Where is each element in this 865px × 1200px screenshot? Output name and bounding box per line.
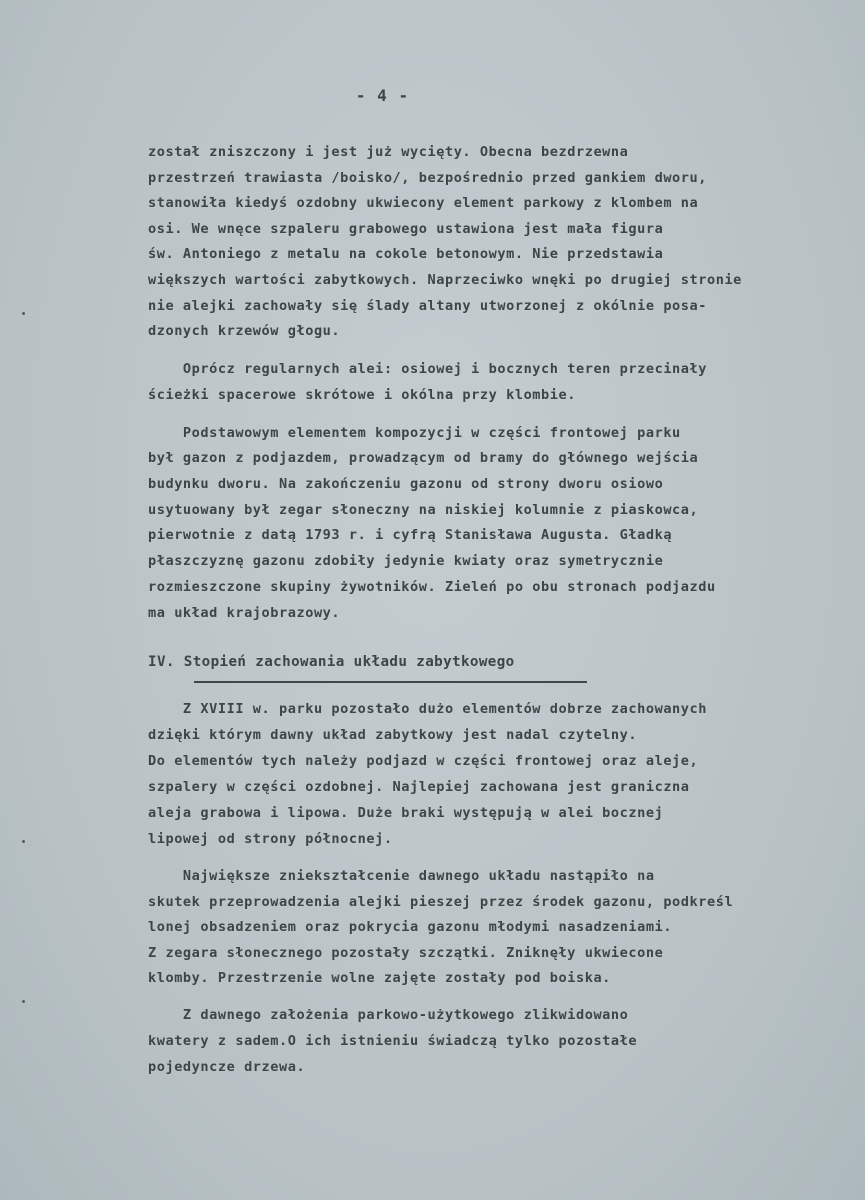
text-line: ma układ krajobrazowy. — [148, 605, 341, 621]
text-line: pierwotnie z datą 1793 r. i cyfrą Stanisława Augusta. Gładką — [148, 527, 673, 543]
text-line: aleja grabowa i lipowa. Duże braki występują w alei bocznej — [148, 805, 664, 821]
text-line: kwatery z sadem.O ich istnieniu świadczą tylko pozostałe — [148, 1033, 638, 1049]
text-line: szpalery w części ozdobnej. Najlepiej zachowana jest graniczna — [148, 779, 690, 795]
text-line: został zniszczony i jest już wycięty. Obecna bezdrzewna — [148, 144, 629, 160]
text-line: św. Antoniego z metalu na cokole betonowym. Nie przedstawia — [148, 246, 664, 262]
text-line: usytuowany był zegar słoneczny na niskiej kolumnie z piaskowca, — [148, 502, 699, 518]
margin-mark — [22, 312, 25, 315]
page-number: - 4 - — [355, 86, 410, 105]
section-heading: IV. Stopień zachowania układu zabytkowego — [148, 654, 515, 670]
text-line: stanowiła kiedyś ozdobny ukwiecony element parkowy z klombem na — [148, 195, 699, 211]
text-line: Do elementów tych należy podjazd w części frontowej oraz aleje, — [148, 753, 699, 769]
text-line: Największe zniekształcenie dawnego układu nastąpiło na — [148, 868, 655, 884]
text-line: Z dawnego założenia parkowo-użytkowego zlikwidowano — [148, 1007, 629, 1023]
text-line: większych wartości zabytkowych. Naprzeciwko wnęki po drugiej stronie — [148, 272, 742, 288]
text-line: Z XVIII w. parku pozostało dużo elementów dobrze zachowanych — [148, 701, 707, 717]
text-line: Z zegara słonecznego pozostały szczątki. Zniknęły ukwiecone — [148, 945, 664, 961]
text-line: skutek przeprowadzenia alejki pieszej przez środek gazonu, podkreśl — [148, 894, 734, 910]
text-line: budynku dworu. Na zakończeniu gazonu od strony dworu osiowo — [148, 476, 664, 492]
text-line: lipowej od strony północnej. — [148, 831, 393, 847]
text-line: przestrzeń trawiasta /boisko/, bezpośrednio przed gankiem dworu, — [148, 170, 707, 186]
text-line: płaszczyznę gazonu zdobiły jedynie kwiaty oraz symetrycznie — [148, 553, 664, 569]
text-line: rozmieszczone skupiny żywotników. Zieleń po obu stronach podjazdu — [148, 579, 716, 595]
heading-underline — [194, 681, 587, 683]
text-line: nie alejki zachowały się ślady altany utworzonej z okólnie posa- — [148, 298, 707, 314]
margin-mark — [22, 1000, 25, 1003]
text-line: pojedyncze drzewa. — [148, 1059, 306, 1075]
margin-mark — [22, 840, 25, 843]
text-line: osi. We wnęce szpaleru grabowego ustawiona jest mała figura — [148, 221, 664, 237]
text-line: Podstawowym elementem kompozycji w części frontowej parku — [148, 425, 681, 441]
text-line: lonej obsadzeniem oraz pokrycia gazonu młodymi nasadzeniami. — [148, 919, 673, 935]
text-line: klomby. Przestrzenie wolne zajęte zostały pod boiska. — [148, 970, 611, 986]
text-line: ścieżki spacerowe skrótowe i okólna przy klombie. — [148, 387, 576, 403]
text-line: dzięki którym dawny układ zabytkowy jest nadal czytelny. — [148, 727, 638, 743]
text-line: był gazon z podjazdem, prowadzącym od bramy do głównego wejścia — [148, 450, 699, 466]
text-line: Oprócz regularnych alei: osiowej i bocznych teren przecinały — [148, 361, 707, 377]
text-line: dzonych krzewów głogu. — [148, 323, 341, 339]
